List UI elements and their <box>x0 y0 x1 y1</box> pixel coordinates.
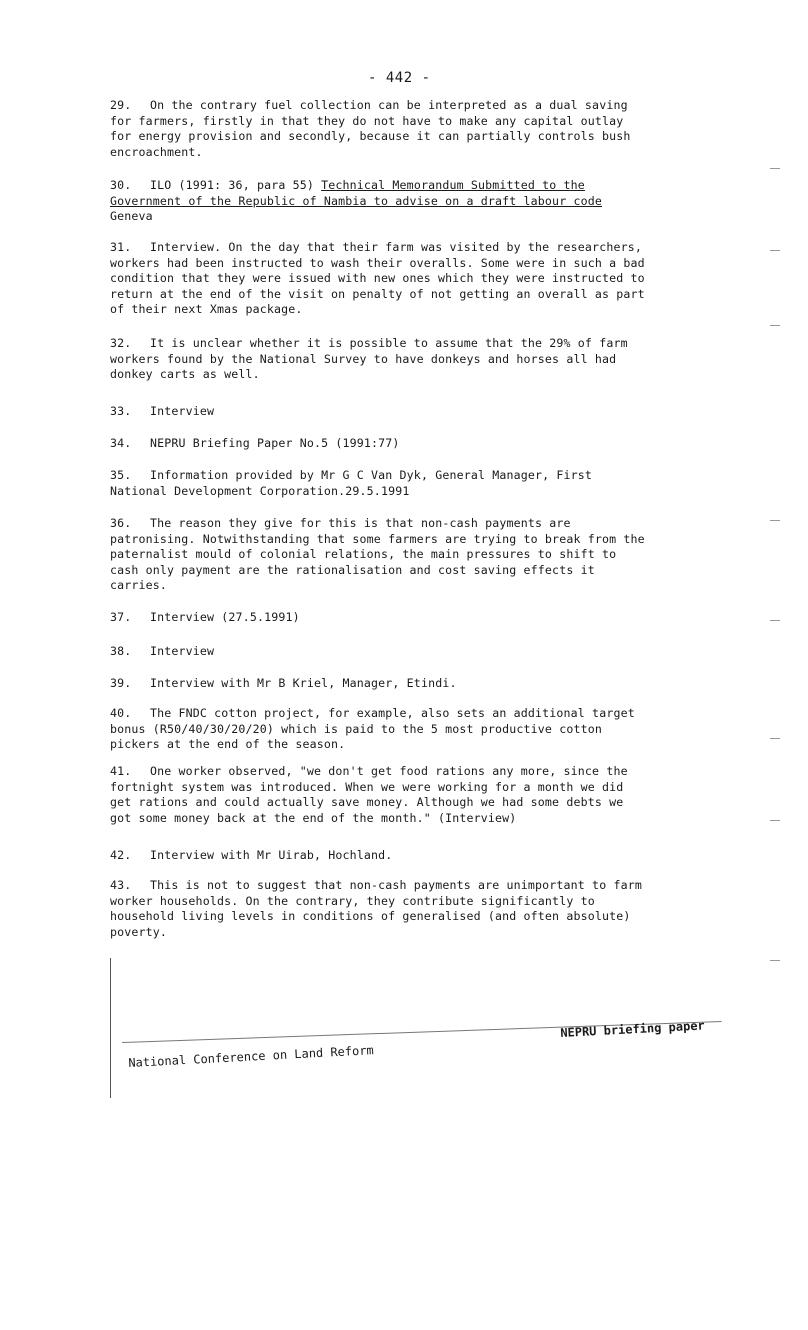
margin-mark <box>770 325 780 326</box>
footnote-39 <box>110 676 710 692</box>
footnote-number: 41. <box>110 764 132 778</box>
footnote-text: On the contrary fuel collection can be interpreted as a dual saving for farmers, firstly in that they do not have to make any capital outlay for energy provision and secondly, because it can partially controls bush encroachment. <box>110 98 631 159</box>
footnote-number: 38. <box>110 644 132 658</box>
footnote-text: NEPRU Briefing Paper No.5 (1991:77) <box>150 436 400 450</box>
footnote-text: One worker observed, "we don't get food rations any more, since the fortnight system was introduced. When we were working for a month we did get rations and could actually save money. Although we had some debts we got some money back at the end of the month." (Interview) <box>110 764 628 825</box>
footnote-text: The reason they give for this is that non-cash payments are patronising. Notwithstanding that some farmers are trying to break from the paternalist mould of colonial relations, the main pressures to shift to cash only payment are the rationalisation and cost saving effects it carries. <box>110 516 645 592</box>
footnote-36 <box>110 516 710 594</box>
footnote-number: 32. <box>110 336 132 350</box>
footnote-text: The FNDC cotton project, for example, also sets an additional target bonus (R50/40/30/20/20) which is paid to the 5 most productive cotton pickers at the end of the season. <box>110 706 635 751</box>
footnote-text: Interview (27.5.1991) <box>150 610 300 624</box>
footer-conference-title: National Conference on Land Reform <box>128 1043 375 1070</box>
footnote-number: 31. <box>110 240 132 254</box>
left-margin-rule <box>110 958 111 1098</box>
footnote-40 <box>110 706 710 753</box>
footnote-31 <box>110 240 710 318</box>
footnote-42 <box>110 848 710 864</box>
footnote-number: 39. <box>110 676 132 690</box>
footnote-number: 40. <box>110 706 132 720</box>
footnote-number: 36. <box>110 516 132 530</box>
footnote-text: Interview with Mr B Kriel, Manager, Etindi. <box>150 676 457 690</box>
footnote-number: 42. <box>110 848 132 862</box>
footnote-text: Interview with Mr Uirab, Hochland. <box>150 848 393 862</box>
footnote-text: Interview <box>150 404 215 418</box>
margin-mark <box>770 820 780 821</box>
footnote-number: 30. <box>110 178 132 192</box>
footnote-text: Interview. On the day that their farm was visited by the researchers, workers had been instructed to wash their overalls. Some were in such a bad condition that they were issued with new ones which they were instructed to return at the end of the visit on penalty of not getting an overall as part of their next Xmas package. <box>110 240 645 316</box>
footnote-32 <box>110 336 710 383</box>
footer-series-title: NEPRU briefing paper <box>560 1018 706 1040</box>
footnote-text: This is not to suggest that non-cash payments are unimportant to farm worker households. On the contrary, they contribute significantly to household living levels in conditions of generalised (and often absolute) poverty. <box>110 878 642 939</box>
margin-mark <box>770 960 780 961</box>
footnote-30 <box>110 178 710 225</box>
footnote-38 <box>110 644 710 660</box>
footnote-number: 35. <box>110 468 132 482</box>
footnote-text-underlined: Technical Memorandum Submitted to the Government of the Republic of Nambia to advise on a draft labour code <box>110 178 602 208</box>
footnote-text-prefix: ILO (1991: 36, para 55) <box>150 178 322 192</box>
footnote-text: Interview <box>150 644 215 658</box>
margin-mark <box>770 738 780 739</box>
footnote-37 <box>110 610 710 626</box>
margin-mark <box>770 168 780 169</box>
footnote-number: 37. <box>110 610 132 624</box>
footnote-43 <box>110 878 710 940</box>
footnote-33 <box>110 404 710 420</box>
margin-mark <box>770 620 780 621</box>
footnote-number: 33. <box>110 404 132 418</box>
footnote-number: 34. <box>110 436 132 450</box>
footnote-text: Information provided by Mr G C Van Dyk, General Manager, First National Development Corporation.29.5.1991 <box>110 468 593 498</box>
footnote-number: 43. <box>110 878 132 892</box>
margin-mark <box>770 520 780 521</box>
page-number: - 442 - <box>368 70 431 86</box>
footnote-29 <box>110 98 710 160</box>
footnote-35 <box>110 468 710 499</box>
footnote-34 <box>110 436 710 452</box>
footnote-number: 29. <box>110 98 132 112</box>
margin-mark <box>770 250 780 251</box>
footnote-text: It is unclear whether it is possible to assume that the 29% of farm workers found by the National Survey to have donkeys and horses all had donkey carts as well. <box>110 336 628 381</box>
footnote-text-suffix: Geneva <box>110 209 153 223</box>
footnote-41 <box>110 764 710 826</box>
